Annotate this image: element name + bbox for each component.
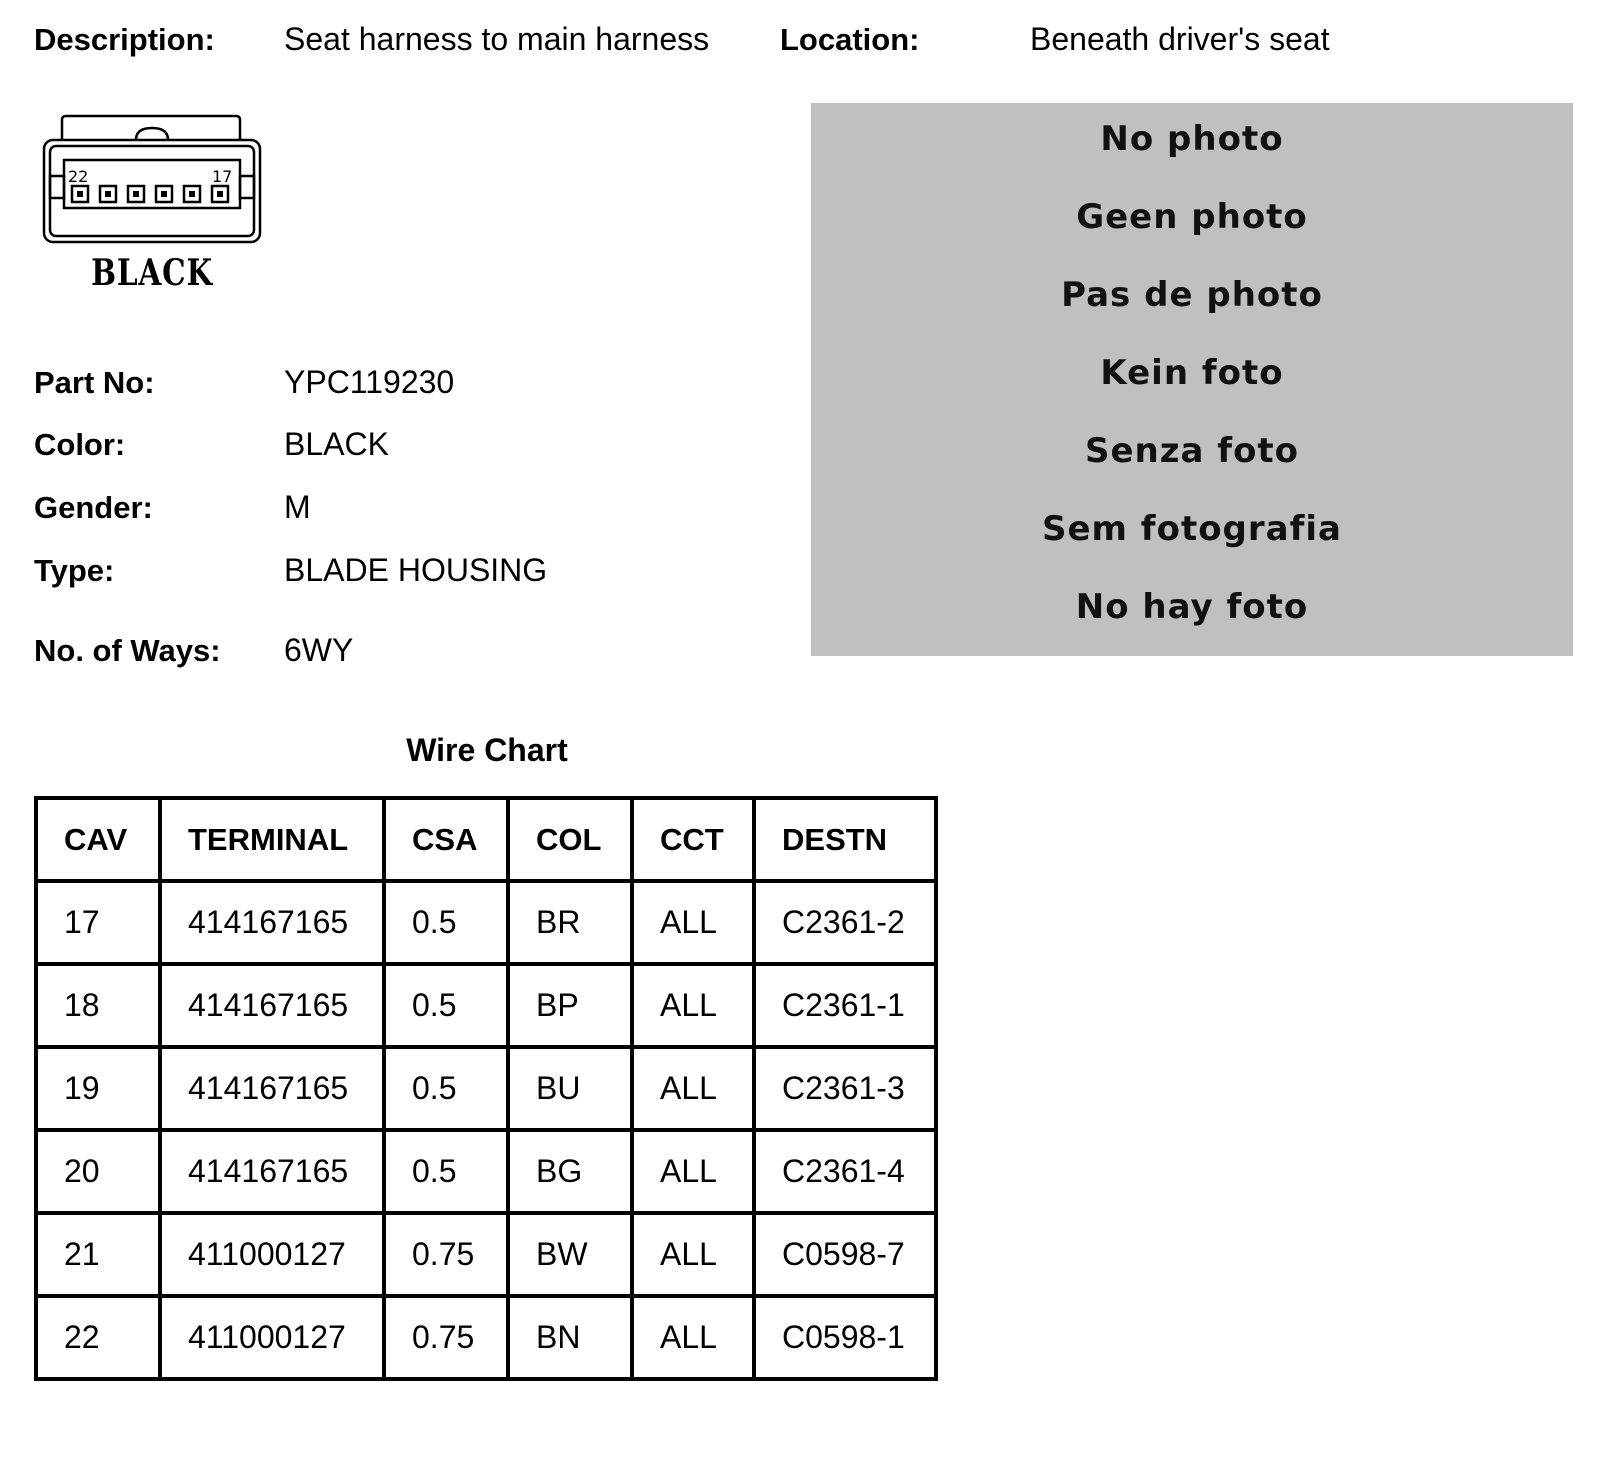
column-header-destn: DESTN xyxy=(754,798,936,881)
cell-col: BP xyxy=(508,964,632,1047)
cell-destn: C2361-1 xyxy=(754,964,936,1047)
cell-destn: C2361-4 xyxy=(754,1130,936,1213)
cell-cav: 20 xyxy=(36,1130,160,1213)
cell-csa: 0.5 xyxy=(384,964,508,1047)
cell-cct: ALL xyxy=(632,1047,754,1130)
cell-destn: C0598-7 xyxy=(754,1213,936,1296)
cell-destn: C0598-1 xyxy=(754,1296,936,1379)
color-value: BLACK xyxy=(284,426,389,462)
wire-chart-title: Wire Chart xyxy=(406,732,568,768)
pin-label-left: 22 xyxy=(68,167,89,186)
cell-cav: 21 xyxy=(36,1213,160,1296)
cell-csa: 0.5 xyxy=(384,1047,508,1130)
cell-cct: ALL xyxy=(632,964,754,1047)
description-value: Seat harness to main harness xyxy=(284,21,710,57)
table-row xyxy=(36,1047,936,1130)
table-row xyxy=(36,1296,936,1379)
no-photo-line: Sem fotografia xyxy=(1041,509,1342,549)
cell-csa: 0.75 xyxy=(384,1213,508,1296)
column-header-col: COL xyxy=(508,798,632,881)
type-label: Type: xyxy=(34,553,115,588)
column-header-csa: CSA xyxy=(384,798,508,881)
cell-cav: 19 xyxy=(36,1047,160,1130)
cell-cct: ALL xyxy=(632,1213,754,1296)
no-photo-line: No hay foto xyxy=(1075,587,1309,627)
table-row xyxy=(36,881,936,964)
connector-face-icon xyxy=(40,112,264,252)
pin-label-right: 17 xyxy=(212,167,233,186)
wire-chart-table xyxy=(34,796,938,1381)
cell-cct: ALL xyxy=(632,1296,754,1379)
cell-csa: 0.5 xyxy=(384,1130,508,1213)
ways-value: 6WY xyxy=(284,632,354,668)
cell-col: BN xyxy=(508,1296,632,1379)
gender-value: M xyxy=(284,489,311,525)
cell-cav: 17 xyxy=(36,881,160,964)
part-no-label: Part No: xyxy=(34,365,155,400)
cell-csa: 0.5 xyxy=(384,881,508,964)
cell-terminal: 411000127 xyxy=(160,1296,384,1379)
no-photo-line: Kein foto xyxy=(1100,353,1284,393)
column-header-cct: CCT xyxy=(632,798,754,881)
cell-cav: 22 xyxy=(36,1296,160,1379)
type-value: BLADE HOUSING xyxy=(284,552,548,588)
connector-caption: BLACK xyxy=(91,252,213,294)
ways-label: No. of Ways: xyxy=(34,633,221,668)
no-photo-line: Senza foto xyxy=(1084,431,1300,471)
table-row xyxy=(36,1130,936,1213)
column-header-terminal: TERMINAL xyxy=(160,798,384,881)
gender-label: Gender: xyxy=(34,490,153,525)
cell-col: BG xyxy=(508,1130,632,1213)
cell-terminal: 414167165 xyxy=(160,881,384,964)
cell-destn: C2361-3 xyxy=(754,1047,936,1130)
cell-col: BR xyxy=(508,881,632,964)
cell-cav: 18 xyxy=(36,964,160,1047)
cell-terminal: 414167165 xyxy=(160,1130,384,1213)
cell-csa: 0.75 xyxy=(384,1296,508,1379)
connector-diagram xyxy=(40,112,264,302)
cell-cct: ALL xyxy=(632,1130,754,1213)
no-photo-line: Geen photo xyxy=(1076,197,1308,237)
no-photo-line: Pas de photo xyxy=(1061,275,1323,315)
location-value: Beneath driver's seat xyxy=(1030,21,1330,57)
table-header-row xyxy=(36,798,936,881)
cell-destn: C2361-2 xyxy=(754,881,936,964)
cell-col: BU xyxy=(508,1047,632,1130)
color-label: Color: xyxy=(34,427,126,462)
no-photo-line: No photo xyxy=(1100,119,1284,159)
cell-terminal: 414167165 xyxy=(160,1047,384,1130)
table-row xyxy=(36,1213,936,1296)
cell-col: BW xyxy=(508,1213,632,1296)
table-row xyxy=(36,964,936,1047)
cell-terminal: 414167165 xyxy=(160,964,384,1047)
location-label: Location: xyxy=(780,22,920,57)
no-photo-panel xyxy=(811,103,1573,656)
description-label: Description: xyxy=(34,22,215,57)
column-header-cav: CAV xyxy=(36,798,160,881)
cell-cct: ALL xyxy=(632,881,754,964)
cell-terminal: 411000127 xyxy=(160,1213,384,1296)
part-no-value: YPC119230 xyxy=(284,364,455,400)
